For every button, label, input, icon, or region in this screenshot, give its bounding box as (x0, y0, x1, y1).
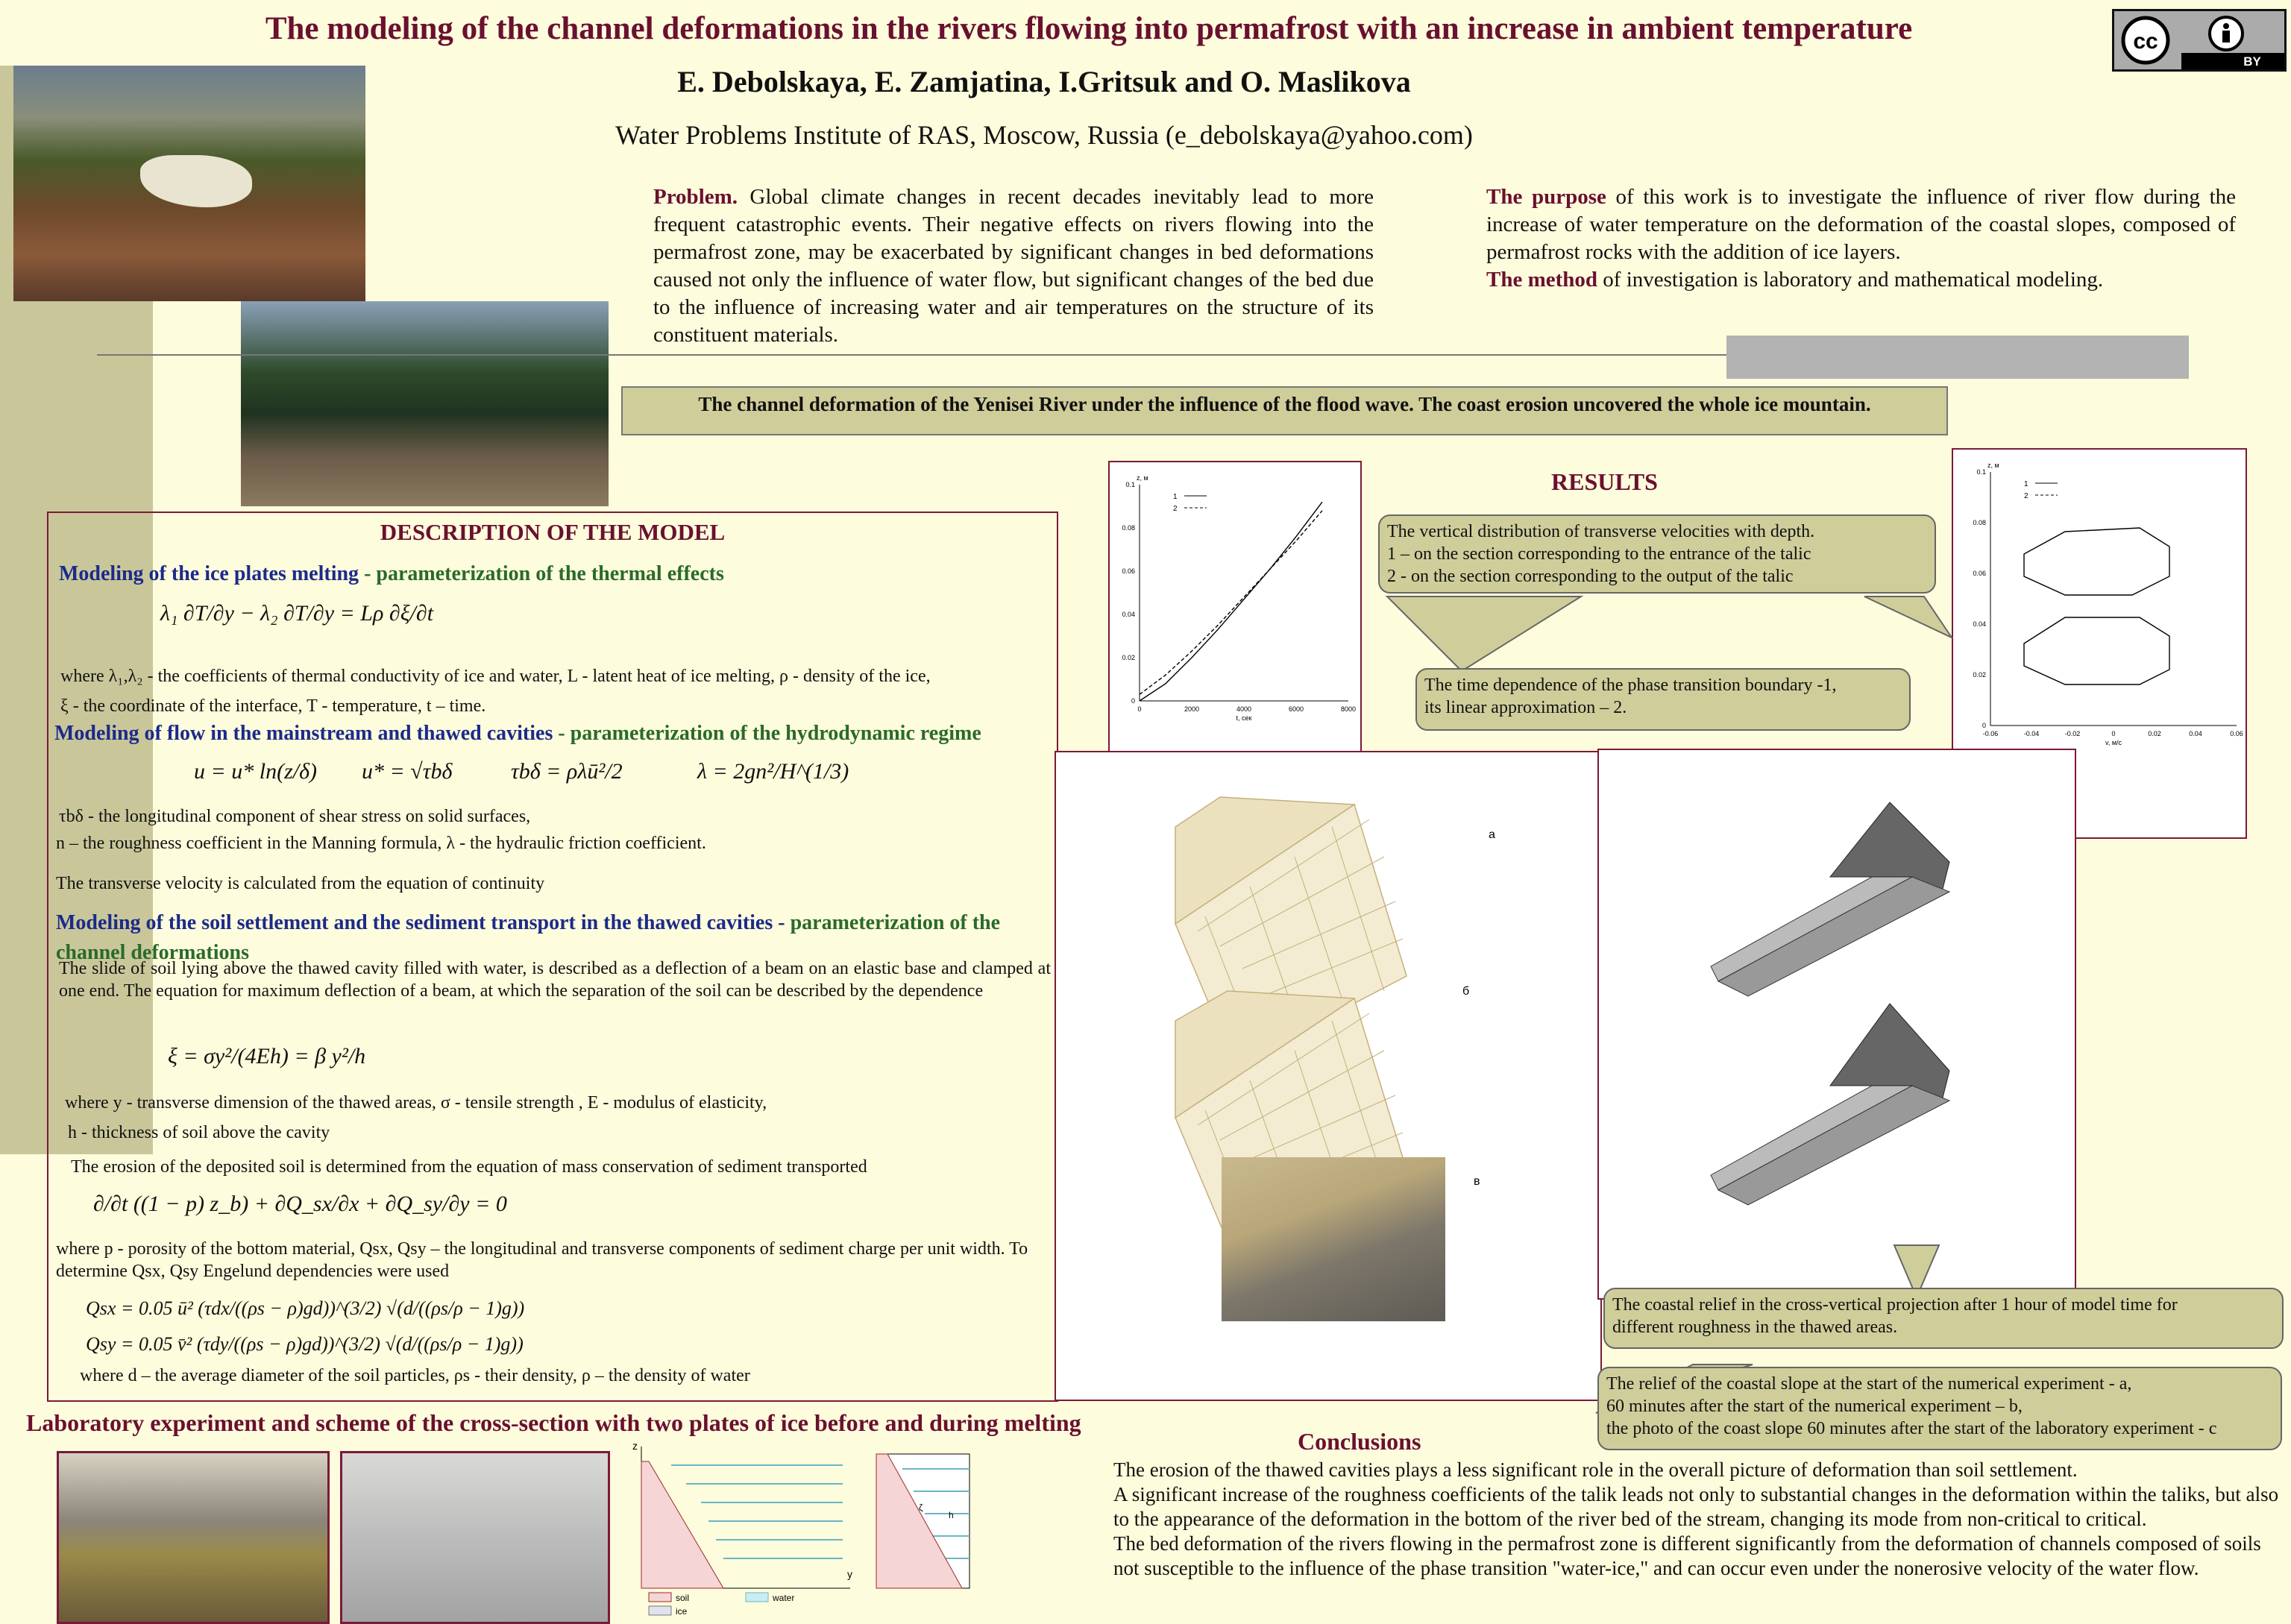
section-soil-where-4: where d – the average diameter of the soil particles, ρs - their density, ρ – the density of water (80, 1366, 750, 1385)
equation-shear-stress: τbδ = ρλū²/2 (511, 759, 623, 784)
y-tick-label: 0.04 (1973, 620, 1986, 628)
y-tick-label: 0 (1982, 722, 1986, 729)
lab-flume-photo (57, 1451, 330, 1624)
chart-phase-boundary-frame (1108, 461, 1362, 753)
scheme-during (876, 1454, 969, 1588)
photo-caption: The channel deformation of the Yenisei River under the influence of the flood wave. The coast erosion uncovered the whole ice mountain. (621, 386, 1948, 435)
equation-friction-coefficient: λ = 2gn²/H^(1/3) (697, 759, 849, 784)
relief-plots (1599, 750, 2075, 1298)
section-soil-where-2: h - thickness of soil above the cavity (68, 1123, 330, 1142)
velocity-shape-2 (2024, 617, 2169, 684)
conclusion-1: The erosion of the thawed cavities plays a less significant role in the overall picture of deformation than soil settlement. (1113, 1458, 2078, 1481)
section-flow-title: Modeling of flow in the mainstream and thawed cavities - parameterization of the hydrodynamic regime (54, 722, 981, 745)
section-soil-text: The slide of soil lying above the thawed cavity filled with water, is described as a deflection of a beam on an elastic base and clamped at one end. The equation for maximum deflection of a beam, at which the separation of the soil can be described by the dependence (59, 959, 1051, 1001)
institute: Water Problems Institute of RAS, Moscow, Russia (e_debolskaya@yahoo.com) (615, 120, 1473, 150)
license-by-label: BY (2243, 54, 2261, 69)
y-tick-label: 0.08 (1122, 524, 1135, 532)
svg-text:soil: soil (676, 1593, 690, 1603)
equation-qsx: Qsx = 0.05 ū² (τdx/((ρs − ρ)gd))^(3/2) √(d/((ρs/ρ − 1)g)) (86, 1297, 525, 1319)
conclusion-3: The bed deformation of the rivers flowing in the permafrost zone is different significantly from the deformation of channels composed of soils not susceptible to the influence of the phase transition "water-ice," and can occur even under the nonerosive velocity of the water flow. (1113, 1532, 2261, 1579)
cc-license-logo (2112, 9, 2287, 72)
svg-text:в: в (1474, 1175, 1480, 1188)
svg-text:cc: cc (2133, 29, 2158, 54)
lab-ice-plate-photo (340, 1451, 610, 1624)
svg-text:h: h (949, 1510, 954, 1520)
problem-text: Problem. Global climate changes in recent decades inevitably lead to more frequent catastrophic events. Their negative effects on rivers flowing into the permafrost zone, may be exacerbated by significant changes in bed deformations caused not only the influence of water flow, but significant changes of the bed due to the influence of increasing water and air temperatures on the structure of its constituent materials. (653, 185, 1374, 347)
section-soil-title: Modeling of the soil settlement and the sediment transport in the thawed cavities - parameterization of the channel deformations (56, 911, 1001, 964)
equation-heat-balance: λ₁ ∂T/∂y − λ₂ ∂T/∂y = Lρ ∂ξ/∂t (160, 601, 434, 626)
x-tick-label: 2000 (1184, 705, 1200, 713)
bubble-relief-slope: The relief of the coastal slope at the start of the numerical experiment - a, 60 minutes after the start of the numerical experiment – b, the photo of the coast slope 60 minutes after the start of the laboratory experiment - c (1597, 1367, 2282, 1450)
equation-beam-deflection: ξ = σy²/(4Eh) = β y²/h (168, 1044, 366, 1068)
photo-lab-slope (1222, 1157, 1445, 1321)
svg-text:ζ: ζ (919, 1502, 923, 1513)
x-tick-label: -0.02 (2064, 730, 2081, 737)
lab-heading: Laboratory experiment and scheme of the cross-section with two plates of ice before and during melting (26, 1409, 1081, 1436)
x-tick-label: 6000 (1288, 705, 1304, 713)
section-ice-where-1: where λ₁,λ₂ - the coefficients of thermal conductivity of ice and water, L - latent heat of ice melting, ρ - density of the ice, (60, 667, 931, 686)
bubble-pointers (1357, 582, 1954, 679)
y-tick-label: 0.06 (1973, 570, 1986, 577)
model-heading: DESCRIPTION OF THE MODEL (380, 519, 726, 545)
x-tick-label: 0.04 (2189, 730, 2202, 737)
gray-bar (1726, 336, 2189, 379)
series-line-1 (1140, 502, 1322, 701)
svg-text:б: б (1462, 985, 1470, 998)
legend-label: 2 (1173, 505, 1178, 513)
photo-ice-mountain (13, 66, 365, 301)
section-soil-where-1: where y - transverse dimension of the thawed areas, σ - tensile strength , E - modulus of elasticity, (65, 1093, 767, 1112)
x-axis-label: v, м/с (2105, 739, 2122, 746)
y-axis-label: z, м (1987, 462, 1999, 469)
x-tick-label: -0.06 (1982, 730, 1999, 737)
legend-label: 1 (2024, 480, 2028, 488)
section-flow-where-1: τbδ - the longitudinal component of shear stress on solid surfaces, (59, 807, 531, 826)
y-axis-label: z, м (1137, 474, 1148, 482)
y-tick-label: 0.02 (1973, 671, 1986, 679)
legend-label: 1 (1173, 493, 1178, 501)
relief-plots-panel (1597, 749, 2076, 1300)
equation-mass-conservation: ∂/∂t ((1 − p) z_b) + ∂Q_sx/∂x + ∂Q_sy/∂y = 0 (93, 1192, 507, 1216)
cross-section-schemes (626, 1439, 1104, 1620)
equation-log-profile: u = u* ln(z/δ) (194, 759, 318, 784)
x-tick-label: 4000 (1236, 705, 1252, 713)
svg-text:ice: ice (676, 1606, 688, 1617)
equation-qsy: Qsy = 0.05 v̄² (τdy/((ρs − ρ)gd))^(3/2) √(d/((ρs/ρ − 1)g)) (86, 1333, 524, 1355)
equation-friction-velocity: u* = √τbδ (362, 759, 453, 784)
purpose-text: The purpose of this work is to investigate the influence of river flow during the increase of water temperature on the deformation of the coastal slopes, composed of permafrost rocks with the addition of ice layers. The method of investigation is laboratory and mathematical modeling. (1486, 185, 2236, 292)
y-tick-label: 0 (1131, 697, 1135, 705)
section-soil-where-3: where p - porosity of the bottom material, Qsx, Qsy – the longitudinal and transverse components of sediment charge per unit width. To determine Qsx, Qsy Engelund dependencies were used (56, 1239, 1028, 1281)
section-ice-melting-title: Modeling of the ice plates melting - parameterization of the thermal effects (59, 562, 724, 585)
x-tick-label: -0.04 (2023, 730, 2040, 737)
relief-top (1711, 802, 1949, 996)
section-soil-erosion: The erosion of the deposited soil is determined from the equation of mass conservation of sediment transported (71, 1157, 867, 1177)
section-ice-where-2: ξ - the coordinate of the interface, T - temperature, t – time. (60, 696, 486, 716)
velocity-shape-1 (2024, 528, 2169, 595)
section-flow-where-2: n – the roughness coefficient in the Manning formula, λ - the hydraulic friction coefficient. (56, 834, 706, 853)
y-tick-label: 0.1 (1976, 468, 1986, 476)
photo-forest-bank (241, 301, 609, 506)
x-axis-label: t, сек (1236, 714, 1252, 722)
y-tick-label: 0.04 (1122, 611, 1135, 618)
x-tick-label: 8000 (1340, 705, 1357, 713)
chart-phase-boundary (1110, 462, 1360, 752)
legend-label: 2 (2024, 492, 2028, 500)
bubble-phase-time: The time dependence of the phase transition boundary -1, its linear approximation – 2. (1415, 668, 1911, 731)
results-heading: RESULTS (1551, 468, 1658, 495)
x-tick-label: 0 (1137, 705, 1142, 713)
conclusions-text (1113, 1458, 2284, 1581)
svg-text:water: water (773, 1593, 795, 1603)
y-tick-label: 0.02 (1122, 654, 1135, 661)
poster-title: The modeling of the channel deformations in the rivers flowing into permafrost with an increase in ambient temperature (265, 11, 1913, 46)
relief-bottom (1711, 1004, 1949, 1205)
bubble-relief-hour: The coastal relief in the cross-vertical projection after 1 hour of model time for different roughness in the thawed areas. (1603, 1288, 2284, 1349)
scheme-before (632, 1440, 852, 1588)
y-tick-label: 0.08 (1973, 519, 1986, 526)
conclusions-heading: Conclusions (1298, 1428, 1421, 1455)
model-description-panel (47, 512, 1058, 1402)
authors: E. Debolskaya, E. Zamjatina, I.Gritsuk and O. Maslikova (677, 65, 1411, 98)
conclusion-2: A significant increase of the roughness coefficients of the talik leads not only to substantial changes in the deformation within the taliks, but also to the appearance of the deformation in the bottom of the river bed of the stream, changing its mode from non-critical to critical. (1113, 1483, 2279, 1530)
scheme-legend (649, 1593, 794, 1617)
bubble-velocity: The vertical distribution of transverse velocities with depth. 1 – on the section corresponding to the entrance of the talic 2 - on the section corresponding to the output of the talic (1378, 514, 1936, 594)
svg-text:y: y (847, 1568, 852, 1580)
x-tick-label: 0.06 (2230, 730, 2243, 737)
svg-text:z: z (632, 1440, 638, 1452)
y-tick-label: 0.06 (1122, 567, 1135, 575)
x-tick-label: 0 (2111, 730, 2116, 737)
section-flow-continuity: The transverse velocity is calculated from the equation of continuity (56, 874, 545, 893)
y-tick-label: 0.1 (1125, 481, 1135, 488)
x-tick-label: 0.02 (2148, 730, 2161, 737)
svg-text:а: а (1489, 828, 1495, 841)
